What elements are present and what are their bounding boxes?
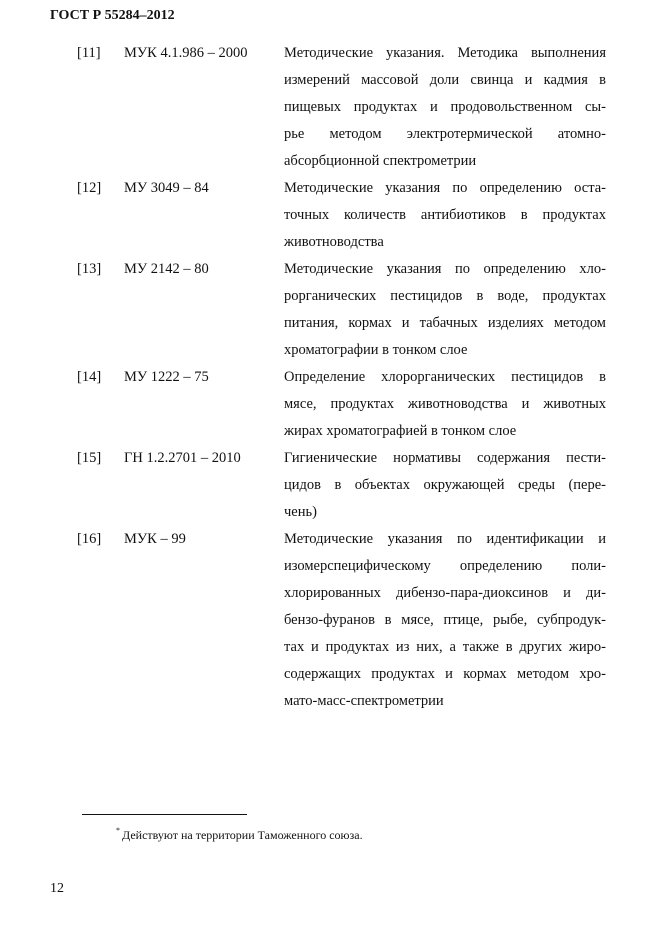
description-line: Гигиенические нормативы содержания пести- (284, 450, 606, 466)
reference-description (284, 40, 606, 175)
page-number: 12 (50, 881, 64, 896)
description-line: хроматографии в тонком слое (284, 342, 468, 358)
description-line: измерений массовой доли свинца и кадмия в (284, 72, 606, 88)
description-line: Методические указания по определению оста- (284, 180, 606, 196)
description-line: изомерспецифическому определению поли- (284, 558, 606, 574)
reference-description (284, 445, 606, 526)
description-line: жирах хроматографией в тонком слое (284, 423, 517, 439)
reference-number: [11] (77, 45, 101, 61)
description-line: мато-масс-спектрометрии (284, 693, 444, 709)
reference-number: [12] (77, 180, 102, 196)
reference-description (284, 175, 606, 256)
reference-number: [15] (77, 450, 102, 466)
description-line: абсорбционной спектрометрии (284, 153, 477, 169)
reference-item (0, 40, 661, 175)
reference-description (284, 526, 606, 715)
description-line: чень) (284, 504, 317, 520)
document-header: ГОСТ Р 55284–2012 (50, 8, 175, 23)
reference-code: ГН 1.2.2701 – 2010 (124, 450, 241, 466)
description-line: рье методом электротермической атомно- (284, 126, 606, 142)
reference-number: [16] (77, 531, 102, 547)
footnote-mark: * (116, 826, 120, 835)
description-line: Методические указания. Методика выполнения (284, 45, 606, 61)
reference-item (0, 256, 661, 364)
description-line: пищевых продуктах и продовольственном сы- (284, 99, 606, 115)
description-line: Методические указания по определению хло- (284, 261, 606, 277)
reference-item (0, 175, 661, 256)
footnote-divider (82, 814, 247, 815)
reference-description (284, 256, 606, 364)
reference-description (284, 364, 606, 445)
description-line: Методические указания по идентификации и (284, 531, 606, 547)
description-line: бензо-фуранов в мясе, птице, рыбе, субпродук- (284, 612, 606, 628)
description-line: Определение хлорорганических пестицидов в (284, 369, 606, 385)
reference-item (0, 364, 661, 445)
description-line: мясе, продуктах животноводства и животных (284, 396, 606, 412)
description-line: содержащих продуктах и кормах методом хро- (284, 666, 606, 682)
reference-code: МУК 4.1.986 – 2000 (124, 45, 248, 61)
reference-code: МУК – 99 (124, 531, 186, 547)
description-line: хлорированных дибензо-пара-диоксинов и ди- (284, 585, 606, 601)
description-line: тах и продуктах из них, а также в других жиро- (284, 639, 606, 655)
reference-number: [13] (77, 261, 102, 277)
description-line: цидов в объектах окружающей среды (пере- (284, 477, 606, 493)
reference-item (0, 445, 661, 526)
reference-item (0, 526, 661, 715)
reference-code: МУ 1222 – 75 (124, 369, 209, 385)
description-line: животноводства (284, 234, 384, 250)
description-line: точных количеств антибиотиков в продуктах (284, 207, 606, 223)
reference-list (0, 40, 661, 715)
description-line: питания, кормах и табачных изделиях методом (284, 315, 606, 331)
footnote-text: Действуют на территории Таможенного союза. (122, 828, 363, 842)
reference-code: МУ 3049 – 84 (124, 180, 209, 196)
description-line: рорганических пестицидов в воде, продуктах (284, 288, 606, 304)
footnote (116, 827, 363, 843)
reference-code: МУ 2142 – 80 (124, 261, 209, 277)
reference-number: [14] (77, 369, 102, 385)
